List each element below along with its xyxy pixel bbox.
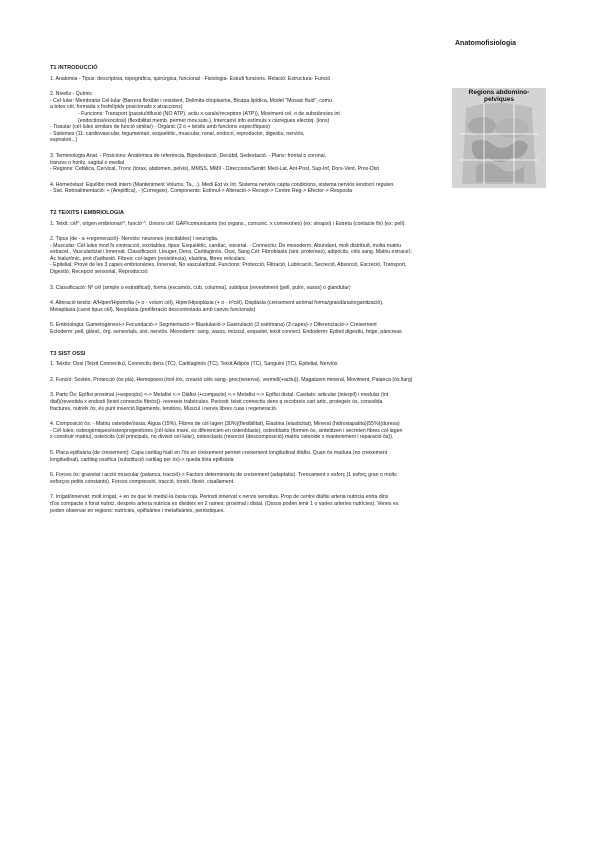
figure-title: Regions abdomino- pelviques	[468, 89, 530, 103]
text-line: 4. Composició òs: - Matriu osteoide/òssia: Aigua (15%), Fibres de col·lagen (30%)(flexibilitat), Elastina (elasticitat), Mineral (hidroxiapatita)(55%)(duresa)	[50, 421, 400, 428]
text-line: 4. Homeòstasi: Equilibri medi intern (Manteniment Volums, Ta,...). Medi Ext vs Int. Sistema nerviós capta condicions, sistema nerviós iendocrí regulen.	[50, 181, 395, 188]
text-line: espiratori...)	[50, 137, 78, 144]
paragraph	[50, 322, 558, 335]
text-line: 5. Embriologia: Gametogènesi-> Fecundació-> Segmentació-> Blastulació-> Gastrulació (3 ssètmana) (3 capes)-> Diferenciació-> Creixement	[50, 322, 377, 329]
text-line: 2. Tipus (de - a +regeneració)- Nerviós: neurones (excitables) i neuroglia.	[50, 236, 219, 243]
text-line: 2. Nivells - Químic	[50, 91, 93, 98]
text-line: - Sistemes (11: cardiovascular, tegumentari, esquelètic, muscular, renal, endocri, reproductor, digestiu, nerviós,	[50, 130, 305, 137]
paragraph	[50, 221, 558, 228]
section-heading: T2 TEIXITS I EMBRIOLOGIA	[50, 209, 124, 216]
text-line: diaf)(revestida x endosti (teixit connectiu fibrós))- reveseix trabècules. Periosti: teixit connectiu dens q recobreix cart artic, protegeix òs, consolida	[50, 399, 383, 405]
paragraph	[50, 236, 558, 276]
text-line: a totes cèl, formada x fosfolípids posicionats x atraccions)	[50, 104, 183, 111]
text-line: 3. Parts Òs: Epífisi proximal (+esponjós) <-> Metafisi <-> Diàfisi (+compacte) <-> Metafisi <-> Epífisi distal. Cavitats: articular (interpif) i medular (int	[50, 392, 389, 399]
text-line: fractures, nutreix òs, és punt inserció lligaments, tendons, Múscul i nervis libres cuas i regeneració.	[50, 405, 278, 412]
text-line: - Funcions: Transport (passiu/difusió (NO ATP), actiu x carals/receptors (ATP)), Moviment cel. o de substàncies int	[78, 110, 340, 117]
paragraph	[50, 153, 558, 173]
text-line: 2. Funció: Sostén, Protecció (òs pla), Hemopoesi (mol·lós, creació cèls sang- groc(reserva), vermell(+actiu)), Magatzem mineral, Moviment, Palanca (òs llarg)	[50, 376, 413, 383]
text-line: longitudinal), cartilag ossifica (substitució cartilag per òs)-> queda línia epifisària	[50, 456, 234, 463]
text-line: 6. Forces òs: gravetat i acció muscular (palanca, tracció)-> Factors determinants de creixement (adaptatiu). Trencament x esforç (1 esforç gran o molts	[50, 472, 397, 479]
paragraph	[50, 421, 558, 441]
paragraph	[50, 392, 558, 412]
paragraph	[50, 377, 558, 384]
text-line: Ectoderm: pell, glànd., òrg. sensorials, sist. nerviós. Mesoderm: sang, vasos, múscul, esquelet, teixit connect. Endoderm: Epiteli digestiu, fetge, pàncreas	[50, 329, 402, 336]
text-line: poden observar en regions: nutrícies, epifisàries i metafisàries, periòstiques.	[50, 507, 225, 514]
paragraph	[50, 182, 558, 195]
section-heading: T1 INTRODUCCIÓ	[50, 65, 98, 71]
text-line: - Sist. Retroalimentació: + (Amplifica), - (Corregeix). Components: Estímul-> Alteració-> Recept-> Centre Reg-> Efector-> Resposta	[50, 188, 353, 195]
text-line: Digestió, Recepció sensorial, Reproducció.	[50, 269, 149, 276]
text-line: 3. Terminologia Anat. - Posicions: Anatòmica de referència, Bipedestació, Decúbit, Sedestació. - Plans: frontal o coronal,	[50, 152, 327, 159]
section-heading: T3 SIST OSSI	[50, 350, 86, 357]
document-title: Anatomofisiologia	[455, 40, 517, 47]
text-line: (endocitosi/exocitosi) (flexibilitat memb. permet mov.suts.), Intercanvi info estímuls x càrregues elèctriq. (ions)	[78, 117, 330, 124]
text-line: extracel., Vascularitzat i Innervat. Classificació: Lleuger, Dens, Cartilaginós, Ossi, Sang Cèl: Fibroblasts (sint. proteïnes), adipòcits, cèls sang. Matriu extracel.:	[50, 249, 413, 256]
text-line: x construir matriu), osteòcits (cèl principals, no divisió cel·lular), osteoclasts (resorció (descomposició) matriu osteoide x manteniment i reparació òs)).	[50, 434, 394, 441]
text-line: 1. Teixit: cèl^, origen embrionari^, funció ^. Unions cèl: GAP/comunicants (no organx., comunic. x connexines) (ex: sinapsi) i Estreta (contacte fix) (ex: pell).	[50, 220, 406, 227]
text-line: transvs o horitz, sagital o medial	[50, 159, 125, 166]
text-line: 4. Alteració teixits: A/Hiper/Hipotrofia (+ o - volum cèl), Hiper/Hipoplàsia (+ o - nºcèl), Displàsia (creixement anòmal forma/grandària/organització),	[50, 300, 384, 307]
text-line: - Cel·lular: Membrana Cel·lular (Barrera flexible i resistent, Delimita citoplasma, Bicapa lipídica, Model "Mosaic fluid", comú	[50, 97, 332, 104]
text-line: 1. Anatomia - Tipus: descriptiva, topogràfica, quirúrgica, funcional - Fisiologia- Estudi funcions. Relació: Estructura- Funció	[50, 75, 331, 82]
text-line: 5. Placa epifisària (de creixement): Capa cartilag hialí en l'òs en creixement permet creixement longitudinal diàfisi. Quan òs madura (no creixement	[50, 449, 388, 456]
paragraph	[50, 450, 558, 463]
text-line: - Tissular (cèl·lules similars de funció similar) - Orgànic (2 o + teixits amb funcions específiques)	[50, 124, 270, 131]
paragraph	[50, 285, 558, 292]
text-line: Àc hialurònic, prot d'adhesió. Fibres: col·lagen (resistència), elastina, fibres reticulars.	[50, 255, 247, 262]
text-line: 1. Teixits: Ossi (Teixit Connectiu), Connectiu dens (TC), Cartilaginós (TC), Teixit Adipós (TC), Sanguini (TC), Epitelial, Nerviós	[50, 361, 338, 368]
text-line: - Cèl·lules: osteogèniques/osteoprogenitores (cèl·lules mare, es diferencien en osteoblasts), osteoblasts (formen òs, sintetitzen i secreten fibres col·lagen	[50, 427, 403, 434]
text-line: esforços petits constants). Forces compressió, tracció, torsió, flexió, cisallament.	[50, 478, 235, 485]
paragraph	[50, 494, 558, 514]
text-line: Metaplàsia (canvi tipus cèl), Neoplàsia (proliferació descontrolada amb canvis funcionals)	[50, 306, 256, 313]
text-line: 7. Irrigat/innervat: molt irrigat, + en òs que té medul·la òssia roja. Periosti innervat x nervis sensitius. Prop de centre diàfisi arteria nutrícia entra dins	[50, 494, 389, 501]
text-line: 3. Classificació: Nº cèl (simple o estratificat), forma (escamós, cub, columna), subtipus (revestiment (pell, pulm, vasos) o glandular)	[50, 284, 351, 291]
paragraph	[50, 472, 558, 485]
text-line: - Muscular: Cèl·lules mod fx contracció, excitables. tipus: Esquelètic, cardíac, visceral. - Connectiu: De mesoderm, Abundant, molt distribuït, molta matriu	[50, 242, 402, 249]
paragraph	[50, 91, 558, 144]
paragraph	[50, 300, 558, 313]
paragraph	[50, 76, 558, 83]
paragraph	[50, 361, 558, 368]
document-body	[50, 65, 558, 529]
text-line: - Regions: Cefàlica, Cervical, Tronc (tòrax, abdomen, pelvis), MMSS, MMII - Direccions/Sentit: Med-Lat, Ant-Post, Sup-Inf, Dors-Vent, Prox-Dist	[50, 166, 379, 173]
text-line: d'os compacte x forat nutrici, després arteria nutrícia es divideix en 2 rames: proximal i distal. (Ossos poden tenir 1 o varies arteries nutrícies). Venes es	[50, 500, 399, 507]
text-line: - Epitelial: Prové de les 3 capes embrionàries, Innervat, No vascularitzat. Funcions: Protecció, Filtració, Lubricació, Secreció, Absorció, Excreció, Transport,	[50, 262, 407, 269]
